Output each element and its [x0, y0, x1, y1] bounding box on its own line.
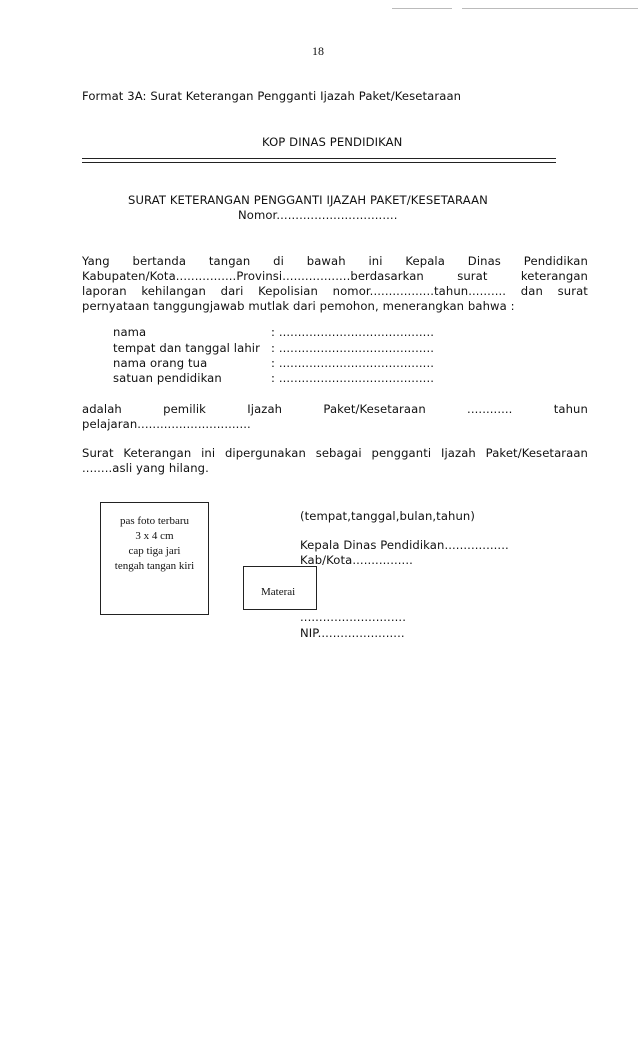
field-label-nama: nama [113, 325, 147, 339]
field-colon: : ......................................... [271, 371, 435, 385]
format-title: Format 3A: Surat Keterangan Pengganti Ijazah Paket/Kesetaraan [82, 89, 462, 103]
scan-artifact-line [392, 8, 452, 9]
page-number: 18 [312, 44, 324, 58]
field-label-satuan: satuan pendidikan [113, 371, 222, 385]
photo-box-line: pas foto terbaru [119, 515, 190, 527]
scan-artifact-line [462, 8, 638, 9]
field-colon: : ......................................... [271, 341, 435, 355]
materai-box [243, 566, 317, 610]
paragraph-1-line-3: laporan kehilangan dari Kepolisian nomor.................tahun.......... dan surat [82, 284, 588, 298]
paragraph-1-line-2: Kabupaten/Kota................Provinsi..................berdasarkan surat keterangan [82, 269, 588, 283]
paragraph-2-line-1: adalah pemilik Ijazah Paket/Kesetaraan ............ tahun [82, 402, 588, 416]
field-colon: : ......................................... [271, 356, 435, 370]
photo-box-line: 3 x 4 cm [135, 530, 174, 542]
signatory-name-line: ............................ [300, 610, 406, 624]
paragraph-1-line-1: Yang bertanda tangan di bawah ini Kepala Dinas Pendidikan [82, 254, 588, 268]
signatory-nip: NIP....................... [300, 626, 405, 640]
photo-box [100, 502, 209, 615]
letter-title: SURAT KETERANGAN PENGGANTI IJAZAH PAKET/KESETARAAN [128, 193, 488, 207]
paragraph-1-line-4: pernyataan tanggungjawab mutlak dari pemohon, menerangkan bahwa : [82, 299, 515, 313]
place-date: (tempat,tanggal,bulan,tahun) [300, 509, 476, 523]
field-colon: : ......................................... [271, 325, 435, 339]
field-label-orang-tua: nama orang tua [113, 356, 208, 370]
kop-header: KOP DINAS PENDIDIKAN [262, 135, 403, 149]
paragraph-3-line-1: Surat Keterangan ini dipergunakan sebagai pengganti Ijazah Paket/Kesetaraan [82, 446, 589, 460]
letter-number: Nomor................................ [238, 208, 398, 222]
photo-box-line: tengah tangan kiri [114, 560, 195, 572]
field-label-ttl: tempat dan tanggal lahir [113, 341, 260, 355]
signatory-position: Kepala Dinas Pendidikan................. [300, 538, 509, 552]
photo-box-line: cap tiga jari [128, 545, 181, 557]
signatory-region: Kab/Kota................ [300, 553, 413, 567]
paragraph-3-line-2: ........asli yang hilang. [82, 461, 209, 475]
paragraph-2-line-2: pelajaran.............................. [82, 417, 251, 431]
materai-label: Materai [261, 586, 296, 598]
kop-divider-top [82, 158, 556, 159]
kop-divider-bottom [82, 162, 556, 163]
